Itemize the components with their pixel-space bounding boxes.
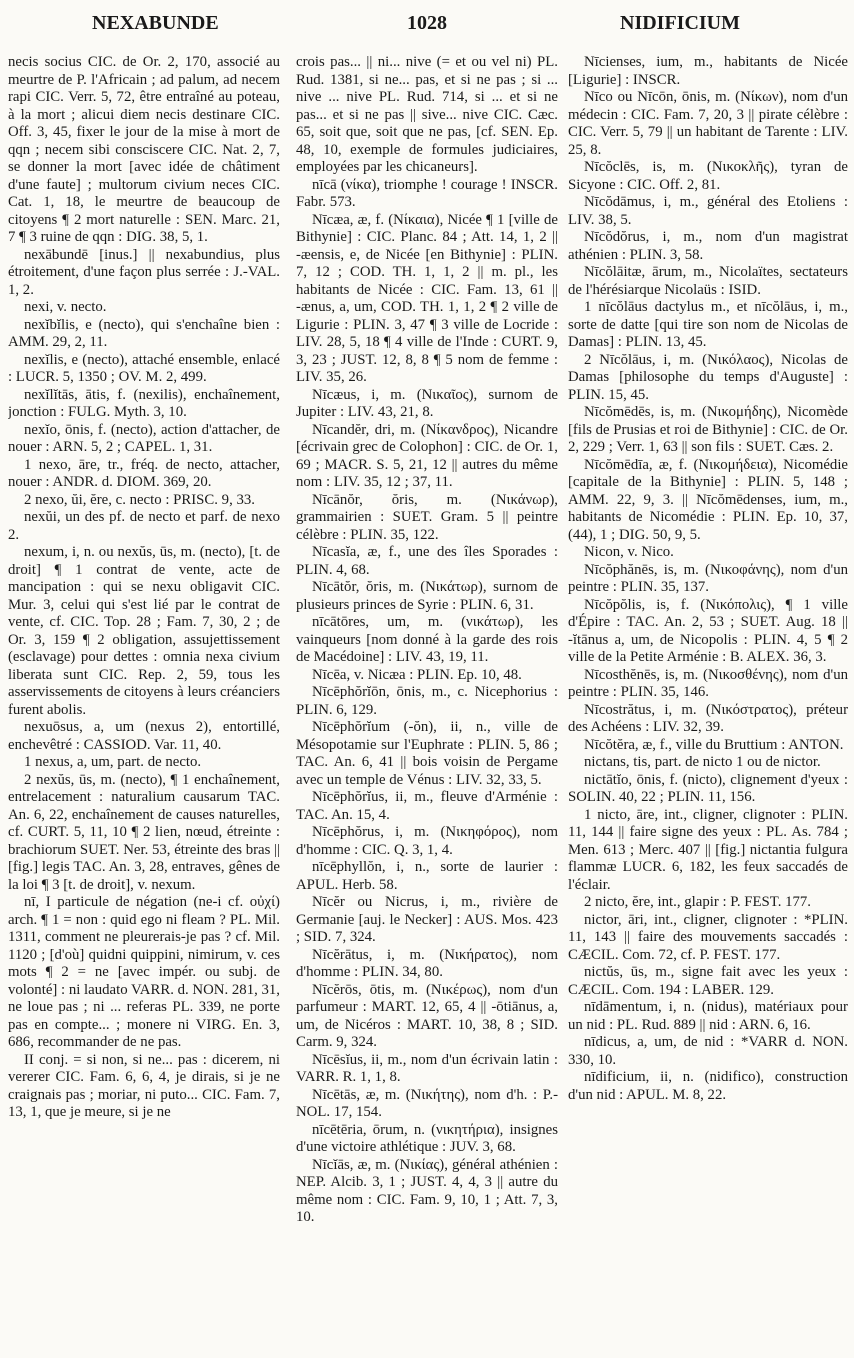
dictionary-entry: Nīcātŏr, ŏris, m. (Νικάτωρ), surnom de plusieurs princes de Syrie : PLIN. 6, 31. [296,579,558,613]
dictionary-entry: Nīcēphŏrĭum (-ŏn), ii, n., ville de Mésopotamie sur l'Euphrate : PLIN. 5, 86 ; TAC. An. 6, 41 || bois voisin de Pergame avec un temple de Vénus : LIV. 32, 33, 5. [296,719,558,788]
dictionary-entry: Nīcēsĭus, ii, m., nom d'un écrivain latin : VARR. R. 1, 1, 8. [296,1051,558,1085]
dictionary-entry: necis socius CIC. de Or. 2, 170, associé au meurtre de P. l'Africain ; ad palum, ad necem rapi CIC. Verr. 5, 72, être entraîné au poteau, à la mort ; alicui diem necis destinare CIC. Off. 3, 45, fixer le jour de la mise à mort de qqn ; necem sibi consciscere CIC. Nat. 2, 7, se donner la mort [avec idée de châtiment d'une faute] ; multorum civium neces CIC. Cat. 1, 18, le meurtre de beaucoup de citoyens ¶ 2 mort naturelle : SEN. Marc. 21, 7 ¶ 3 ruine de qqn : DIG. 38, 5, 1. [8,54,280,245]
column-1 [8,54,280,1354]
dictionary-entry: nictor, āri, int., cligner, clignoter : *PLIN. 11, 143 || faire des mouvements saccadés : CÆCIL. Com. 72, cf. P. FEST. 177. [568,911,848,963]
dictionary-entry: 2 nexo, ŭi, ĕre, c. necto : PRISC. 9, 33. [24,491,255,508]
dictionary-entry: Nīcŏpŏlis, is, f. (Νικόπολις), ¶ 1 ville d'Épire : TAC. An. 2, 53 ; SUET. Aug. 18 || -ĭtānus a, um, de Nicopolis : PLIN. 4, 5 ¶ 2 ville de la Petite Arménie : B. ALEX. 36, 3. [568,596,848,665]
dictionary-entry: Nīcandĕr, dri, m. (Νίκανδρος), Nicandre [écrivain grec de Colophon] : CIC. de Or. 1, 69 ; MACR. S. 5, 21, 12 || autres du même nom : LIV. 35, 12 ; 37, 11. [296,421,558,490]
dictionary-entry: Nīcĕr ou Nicrus, i, m., rivière de Germanie [auj. le Necker] : AUS. Mos. 423 ; SID. 7, 324. [296,894,558,945]
dictionary-entry: 1 nexus, a, um, part. de necto. [24,754,202,770]
dictionary-entry: nexŭi, un des pf. de necto et parf. de nexo 2. [8,509,280,543]
dictionary-entry: Nīcēa, v. Nicæa : PLIN. Ep. 10, 48. [312,666,522,683]
dictionary-entry: 1 nexo, āre, tr., fréq. de necto, attacher, nouer : ANDR. d. DIOM. 369, 20. [8,456,280,490]
dictionary-entry: crois pas... || ni... nive (= et ou vel ni) PL. Rud. 1381, si ne... pas, et si ne pas ; si ... nive ... nive PL. Rud. 714, si ... et si ne pas... et si ne pas || sive... nive CIC. Cæc. 65, soit que, soit que ne pas, [cf. SEN. Ep. 48, 10, exemple de formules judiciaires, employées par les chicaneurs]. [296,54,558,175]
dictionary-entry: Nīcĕrātus, i, m. (Νικήρατος), nom d'homme : PLIN. 34, 80. [296,946,558,980]
dictionary-entry: nīcā (νίκα), triomphe ! courage ! INSCR. Fabr. 573. [296,176,558,210]
dictionary-entry: Nīcĕrōs, ōtis, m. (Νικέρως), nom d'un parfumeur : MART. 12, 65, 4 || -ōtiānus, a, um, de Nicéros : MART. 10, 38, 8 ; SID. Carm. 9, 324. [296,981,558,1050]
dictionary-entry: nīdificium, ii, n. (nidifico), construction d'un nid : APUL. M. 8, 22. [568,1069,848,1103]
dictionary-entry: Nīcasĭa, æ, f., une des îles Sporades : PLIN. 4, 68. [296,544,558,578]
column-2 [296,54,558,1354]
dictionary-entry: nexum, i, n. ou nexŭs, ūs, m. (necto), [t. de droit] ¶ 1 contrat de vente, acte de mancipation : qui se nexu obligavit CIC. Mur. 3, celui qui s'est lié par le contrat de vente, cf. CIC. Top. 28 ; Fam. 7, 30, 2 ; de Or. 3, 159 ¶ 2 obligation, assujettissement (esclavage) pour dettes : omnia nexa civium liberata sunt CIC. Rep. 2, 59, tous les asservissements de citoyens à leurs créanciers furent abolis. [8,544,280,718]
dictionary-entry: nictātĭo, ōnis, f. (nicto), clignement d'yeux : SOLIN. 40, 22 ; PLIN. 11, 156. [568,771,848,805]
dictionary-entry: Nīcostrătus, i, m. (Νικόστρατος), préteur des Achéens : LIV. 32, 39. [568,701,848,735]
dictionary-entry: nexi, v. necto. [24,299,107,315]
dictionary-entry: Nīcŏlāitæ, ārum, m., Nicolaïtes, sectateurs de l'hérésiarque Nicolaüs : ISID. [568,264,848,298]
dictionary-entry: 1 nicto, āre, int., cligner, clignoter : PLIN. 11, 144 || faire signe des yeux : PL. As. 784 ; Men. 613 ; Merc. 407 || [fig.] nictantia fulgura flammæ LUCR. 6, 182, les feux saccadés de l'éclair. [568,806,848,893]
dictionary-entry: Nīcæa, æ, f. (Νίκαια), Nicée ¶ 1 [ville de Bithynie] : CIC. Planc. 84 ; Att. 14, 1, 2 || -æensis, e, de Nicée [en Bithynie] : PLIN. 7, 12 ; COD. TH. 1, 1, 2 || m. pl., les habitants de Nicée : CIC. Fam. 13, 61 || -ænus, a, um, COD. TH. 1, 1, 2 ¶ 2 ville de Ligurie : PLIN. 3, 47 ¶ 3 ville de Locride : LIV. 28, 5, 18 ¶ 4 ville de l'Inde : CURT. 9, 3, 23 ; JUST. 12, 8, 8 ¶ 5 nom de femme : LIV. 35, 26. [296,211,558,385]
dictionary-entry: 2 Nīcŏlāus, i, m. (Νικόλαος), Nicolas de Damas [philosophe du temps d'Auguste] : PLIN. 15, 45. [568,351,848,403]
dictionary-entry: Nīcēphŏrus, i, m. (Νικηφόρος), nom d'homme : CIC. Q. 3, 1, 4. [296,824,558,858]
dictionary-entry: nīdāmentum, i, n. (nidus), matériaux pour un nid : PL. Rud. 889 || nid : ARN. 6, 16. [568,999,848,1033]
dictionary-entry: nexĭbĭlis, e (necto), qui s'enchaîne bien : AMM. 29, 2, 11. [8,316,280,350]
dictionary-entry: nexĭlĭtās, ātis, f. (nexilis), enchaînement, jonction : FULG. Myth. 3, 10. [8,386,280,420]
dictionary-entry: Nīcienses, ium, m., habitants de Nicée [Ligurie] : INSCR. [568,54,848,88]
dictionary-entry: Nīcŏclēs, is, m. (Νικοκλῆς), tyran de Sicyone : CIC. Off. 2, 81. [568,159,848,193]
dictionary-entry: Nīcŏdŏrus, i, m., nom d'un magistrat athénien : PLIN. 3, 58. [568,229,848,263]
dictionary-entry: Nīcēphŏrĭus, ii, m., fleuve d'Arménie : TAC. An. 15, 4. [296,789,558,823]
dictionary-entry: Nīcæus, i, m. (Νικαῖος), surnom de Jupiter : LIV. 43, 21, 8. [296,386,558,420]
dictionary-entry: Nīcŏdāmus, i, m., général des Etoliens : LIV. 38, 5. [568,194,848,228]
page-header [0,0,854,40]
dictionary-entry: nexābundē [inus.] || nexabundius, plus étroitement, d'une façon plus serrée : J.-VAL. 1, 2. [8,246,280,298]
dictionary-entry: nictans, tis, part. de nicto 1 ou de nictor. [584,754,821,770]
running-head-right: NIDIFICIUM [620,12,740,34]
dictionary-entry: nīcātōres, um, m. (νικάτωρ), les vainqueurs [nom donné à la garde des rois de Macédoine] : LIV. 43, 19, 11. [296,614,558,665]
page-number: 1028 [407,12,447,34]
dictionary-entry: nī, I particule de négation (ne-i cf. οὐχί) arch. ¶ 1 = non : quid ego ni fleam ? PL. Mil. 1311, comment ne pleurerais-je pas ? cf. Mil. 1120 ; [d'où] quidni quippini, nimirum, v. ces mots ¶ 2 = ne [avec impér. ou subj. de volonté] : ni laudato VARR. d. NON. 281, 31, ne loue pas ; ni ... referas PL. 339, ne porte pas en compte... ; monere ni VIRG. En. 3, 686, recommander de ne pas. [8,894,280,1050]
dictionary-entry: Nīcēphŏrĭōn, ōnis, m., c. Nicephorius : PLIN. 6, 129. [296,684,558,718]
dictionary-entry: 1 nīcŏlāus dactylus m., et nīcŏlāus, i, m., sorte de datte [qui tire son nom de Nicolas de Damas] : PLIN. 13, 45. [568,299,848,350]
dictionary-entry: Nīcānŏr, ŏris, m. (Νικάνωρ), grammairien : SUET. Gram. 5 || peintre célèbre : PLIN. 35, 122. [296,491,558,543]
dictionary-entry: Nīcosthĕnēs, is, m. (Νικοσθένης), nom d'un peintre : PLIN. 35, 146. [568,666,848,700]
dictionary-entry: nīcēphyllŏn, i, n., sorte de laurier : APUL. Herb. 58. [296,859,558,893]
column-3 [568,54,848,1354]
dictionary-entry: Nīcŏphănēs, is, m. (Νικοφάνης), nom d'un peintre : PLIN. 35, 137. [568,561,848,595]
dictionary-entry: Nīcētās, æ, m. (Νικήτης), nom d'h. : P.-NOL. 17, 154. [296,1086,558,1120]
dictionary-entry: nīdicus, a, um, de nid : *VARR d. NON. 330, 10. [568,1034,848,1068]
dictionary-entry: 2 nexŭs, ūs, m. (necto), ¶ 1 enchaînement, entrelacement : naturalium causarum TAC. An. 6, 22, enchaînement de causes naturelles, cf. CURT. 5, 11, 10 ¶ 2 lien, nœud, étreinte : brachiorum SUET. Ner. 53, étreinte des bras || [fig.] legis TAC. An. 3, 28, entraves, gênes de la loi ¶ 3 [t. de droit], v. nexum. [8,771,280,893]
dictionary-entry: Nicon, v. Nico. [584,544,674,560]
dictionary-entry: nexuōsus, a, um (nexus 2), entortillé, enchevêtré : CASSIOD. Var. 11, 40. [8,719,280,753]
dictionary-entry: II conj. = si non, si ne... pas : dicerem, ni vererer CIC. Fam. 6, 6, 4, je dirais, si je ne craignais pas ; moriar, ni puto... CIC. Fam. 7, 13, 1, que je meure, si je ne [8,1051,280,1120]
running-head-left: NEXABUNDE [92,12,219,34]
dictionary-entry: nīcētēria, ōrum, n. (νικητήρια), insignes d'une victoire athlétique : JUV. 3, 68. [296,1121,558,1155]
dictionary-entry: 2 nicto, ĕre, int., glapir : P. FEST. 177. [584,894,812,910]
dictionary-entry: nexĭo, ōnis, f. (necto), action d'attacher, de nouer : ARN. 5, 2 ; CAPEL. 1, 31. [8,421,280,455]
dictionary-entry: Nīcĭās, æ, m. (Νικίας), général athénien : NEP. Alcib. 3, 1 ; JUST. 4, 4, 3 || autre du même nom : CIC. Fam. 9, 10, 1 ; Att. 7, 3, 10. [296,1156,558,1225]
dictionary-entry: Nīcŏtĕra, æ, f., ville du Bruttium : ANTON. [584,736,844,753]
dictionary-entry: nictŭs, ūs, m., signe fait avec les yeux : CÆCIL. Com. 194 : LABER. 129. [568,964,848,998]
dictionary-entry: Nīcŏmēdīa, æ, f. (Νικομήδεια), Nicomédie [capitale de la Bithynie] : PLIN. 5, 148 ; AMM. 22, 9, 3. || Nīcŏmēdenses, ium, m., habitants de Nicomédie : PLIN. Ep. 10, 37, (44), 1 ; DIG. 50, 9, 5. [568,456,848,543]
dictionary-entry: Nīcŏmēdēs, is, m. (Νικομήδης), Nicomède [fils de Prusias et roi de Bithynie] : CIC. de Or. 2, 229 ; Verr. 1, 63 || son fils : SUET. Cæs. 2. [568,404,848,455]
dictionary-entry: Nīco ou Nīcōn, ōnis, m. (Νίκων), nom d'un médecin : CIC. Fam. 7, 20, 3 || pirate célèbre : CIC. Verr. 5, 79 || un habitant de Tarente : LIV. 25, 8. [568,89,848,158]
dictionary-entry: nexĭlis, e (necto), attaché ensemble, enlacé : LUCR. 5, 1350 ; OV. M. 2, 499. [8,351,280,385]
